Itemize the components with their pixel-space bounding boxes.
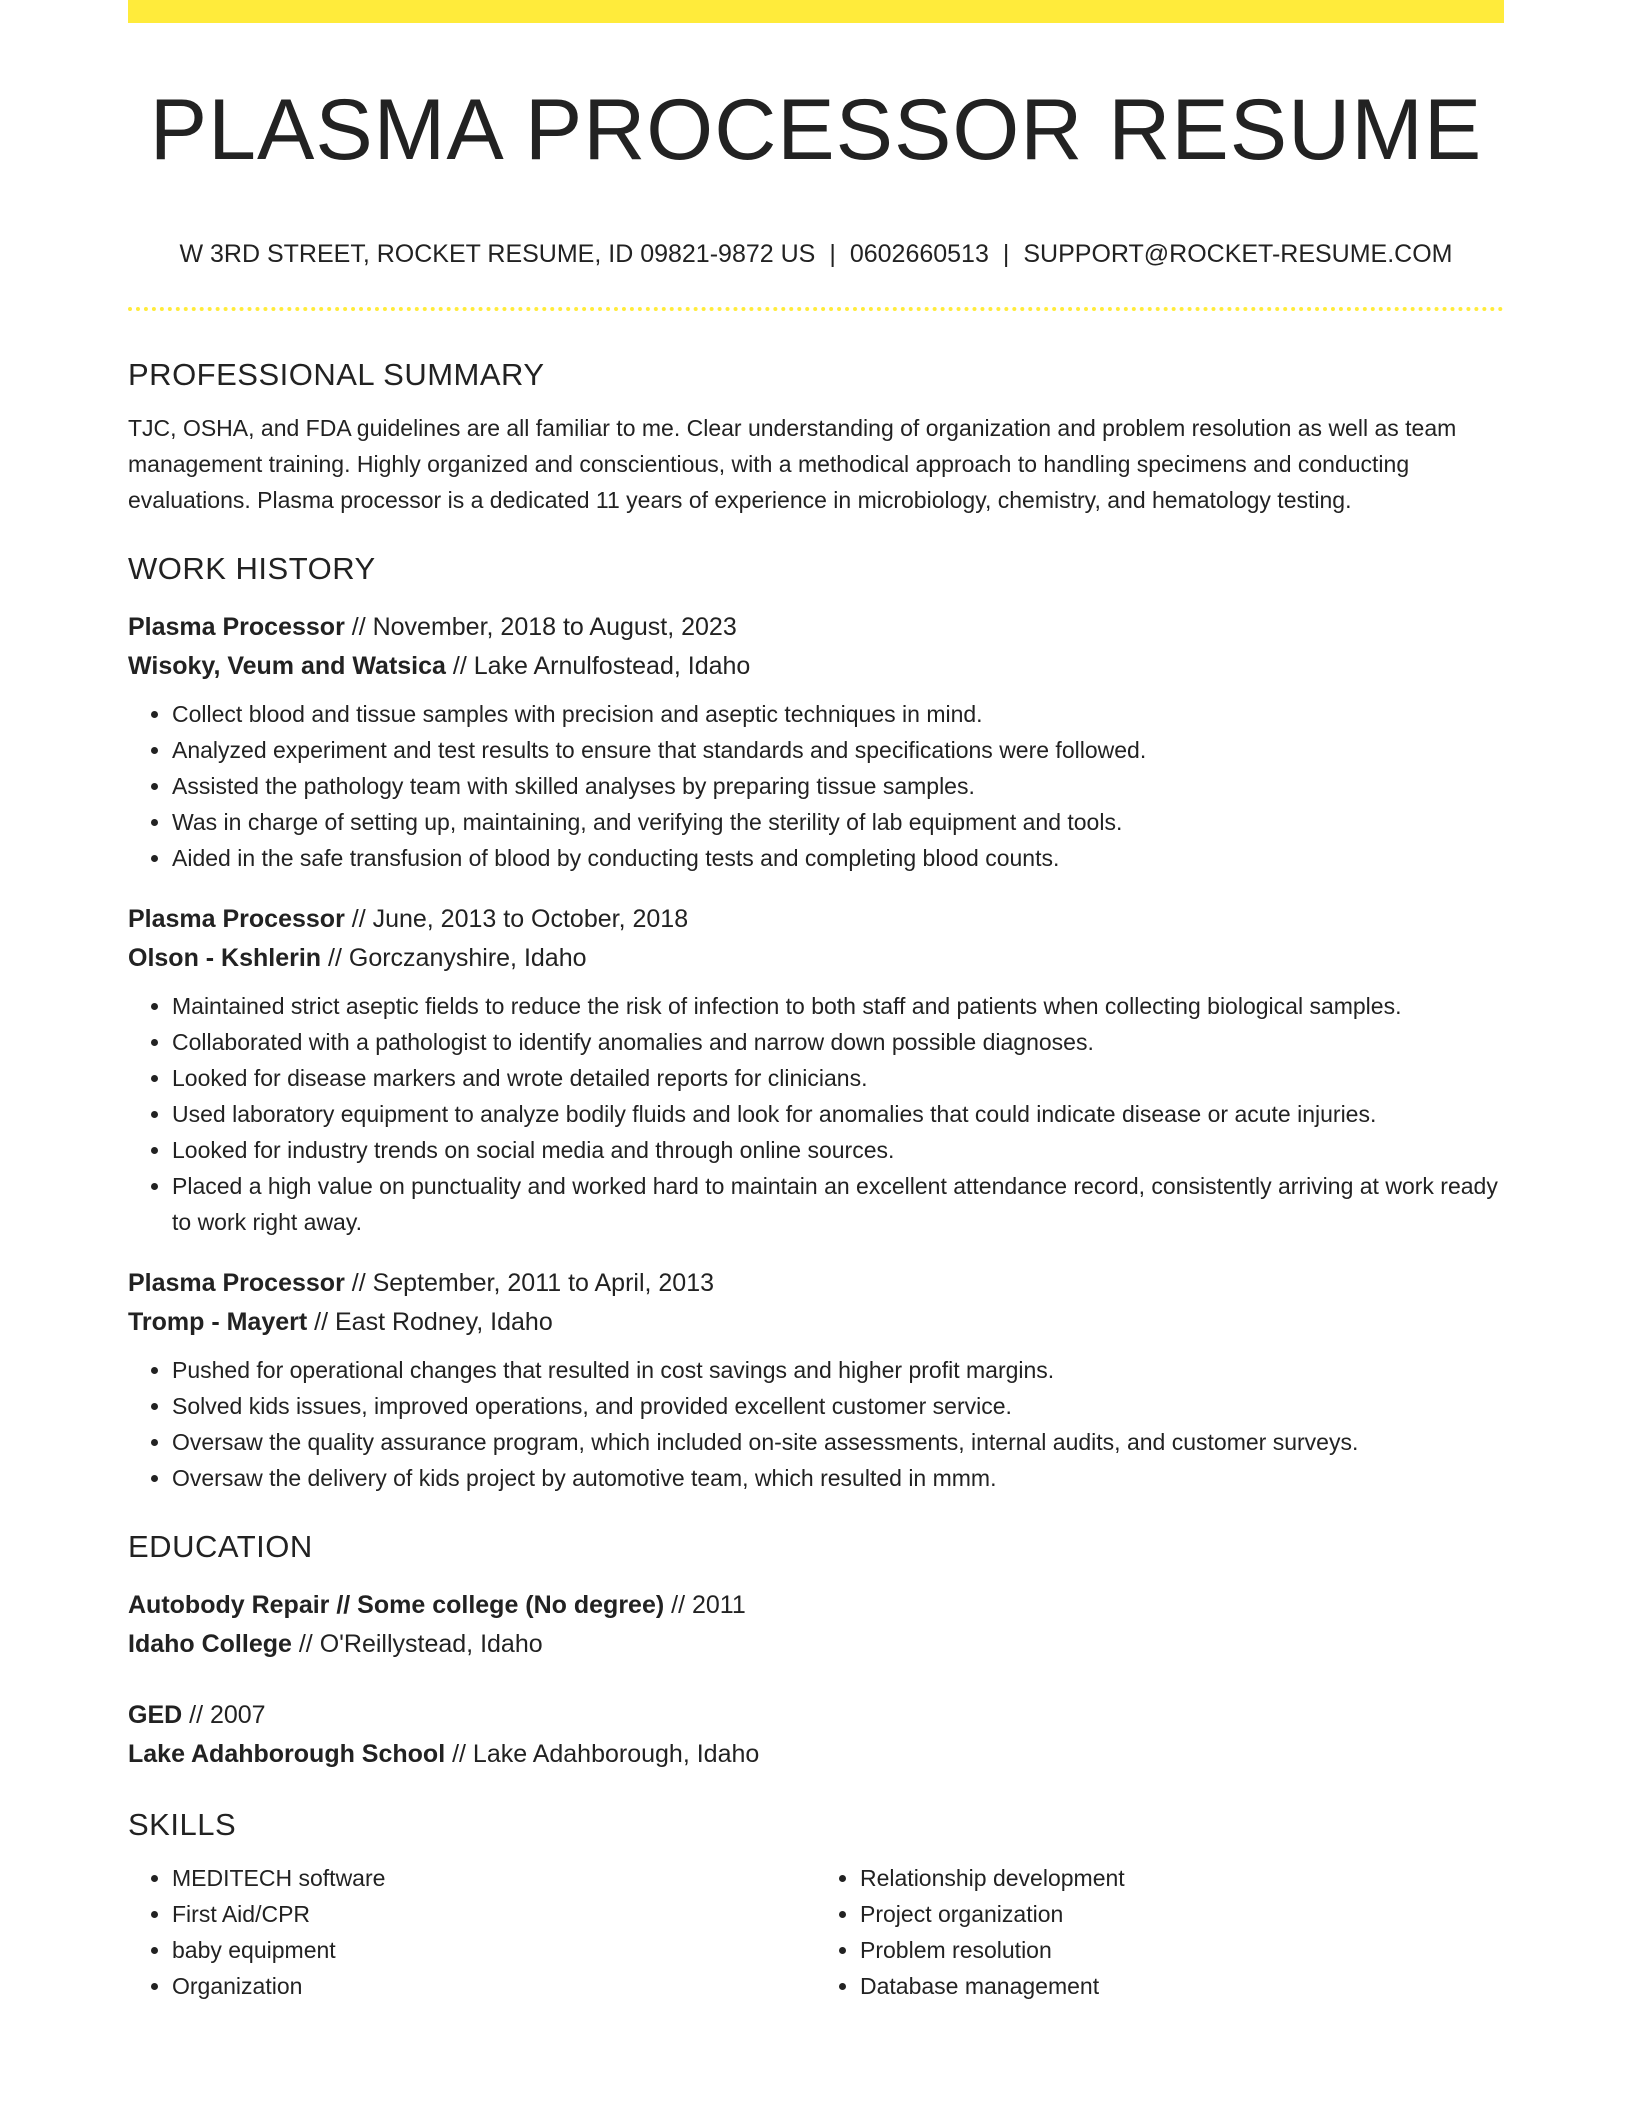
- job-bullets: [128, 696, 1504, 876]
- job-bullet: • Assisted the pathology team with skilled analyses by preparing tissue samples.: [172, 768, 1504, 804]
- skill-item: • baby equipment: [172, 1932, 816, 1968]
- summary-heading: PROFESSIONAL SUMMARY: [128, 357, 545, 392]
- skill-item: • Database management: [860, 1968, 1504, 2004]
- job-title-line: [128, 608, 1504, 686]
- job-bullet: • Maintained strict aseptic fields to reduce the risk of infection to both staff and patients when collecting biological samples.: [172, 988, 1504, 1024]
- education-heading: EDUCATION: [128, 1529, 313, 1564]
- dotted-divider: [128, 307, 1504, 311]
- contact-email: SUPPORT@ROCKET-RESUME.COM: [1023, 240, 1453, 268]
- job-bullet: • Aided in the safe transfusion of blood by conducting tests and completing blood counts.: [172, 840, 1504, 876]
- job-company: Tromp - Mayert: [128, 1308, 308, 1336]
- skills-columns: [128, 1860, 1504, 2004]
- skills-left-list: [128, 1860, 816, 2004]
- skill-item: • MEDITECH software: [172, 1860, 816, 1896]
- education-location: // O'Reillystead, Idaho: [291, 1630, 543, 1658]
- skill-item: • Relationship development: [860, 1860, 1504, 1896]
- education-degree: Autobody Repair // Some college (No degree): [128, 1591, 665, 1619]
- job-title: Plasma Processor: [128, 613, 345, 641]
- education-school: Lake Adahborough School: [128, 1740, 446, 1768]
- job-bullets: [128, 1352, 1504, 1496]
- job-bullet: • Was in charge of setting up, maintaining, and verifying the sterility of lab equipment and tools.: [172, 804, 1504, 840]
- job-location: // East Rodney, Idaho: [307, 1308, 553, 1336]
- job-dates: // November, 2018 to August, 2023: [344, 613, 737, 641]
- education-degree: GED: [128, 1701, 183, 1729]
- job-company: Olson - Kshlerin: [128, 944, 322, 972]
- education-school: Idaho College: [128, 1630, 292, 1658]
- contact-separator: |: [1002, 240, 1010, 268]
- job-title-line: [128, 1264, 1504, 1342]
- contact-separator: |: [829, 240, 836, 268]
- skill-item: • Organization: [172, 1968, 816, 2004]
- education-section: [128, 1522, 1504, 1774]
- job-bullet: • Looked for disease markers and wrote detailed reports for clinicians.: [172, 1060, 1504, 1096]
- contact-line: [128, 236, 1504, 272]
- job-bullet: • Oversaw the quality assurance program, which included on-site assessments, internal audits, and customer surveys.: [172, 1424, 1504, 1460]
- job-bullet: • Analyzed experiment and test results to ensure that standards and specifications were followed.: [172, 732, 1504, 768]
- skill-item: • Project organization: [860, 1896, 1504, 1932]
- skill-item: • First Aid/CPR: [172, 1896, 816, 1932]
- job-location: // Gorczanyshire, Idaho: [321, 944, 587, 972]
- job-bullet: • Looked for industry trends on social media and through online sources.: [172, 1132, 1504, 1168]
- job-bullet: • Placed a high value on punctuality and worked hard to maintain an excellent attendance record, consistently arriving at work ready to work right away.: [172, 1168, 1504, 1240]
- job-bullet: • Solved kids issues, improved operations, and provided excellent customer service.: [172, 1388, 1504, 1424]
- skills-heading: SKILLS: [128, 1807, 237, 1842]
- education-entry: [128, 1586, 1504, 1664]
- job-entry: [128, 900, 1504, 1240]
- job-bullet: • Used laboratory equipment to analyze bodily fluids and look for anomalies that could indicate disease or acute injuries.: [172, 1096, 1504, 1132]
- job-bullet: • Oversaw the delivery of kids project by automotive team, which resulted in mmm.: [172, 1460, 1504, 1496]
- education-year: // 2011: [664, 1591, 746, 1619]
- job-title: Plasma Processor: [128, 905, 345, 933]
- education-entry: [128, 1696, 1504, 1774]
- job-company: Wisoky, Veum and Watsica: [128, 652, 446, 680]
- resume-content: [128, 350, 1504, 2004]
- skills-section: [128, 1800, 1504, 2004]
- skills-right-list: [816, 1860, 1504, 2004]
- job-title-line: [128, 900, 1504, 978]
- job-bullet: • Pushed for operational changes that resulted in cost savings and higher profit margins.: [172, 1352, 1504, 1388]
- job-location: // Lake Arnulfostead, Idaho: [445, 652, 751, 680]
- education-location: // Lake Adahborough, Idaho: [445, 1740, 760, 1768]
- summary-section: [128, 350, 1504, 518]
- job-entry: [128, 1264, 1504, 1496]
- job-bullet: • Collect blood and tissue samples with precision and aseptic techniques in mind.: [172, 696, 1504, 732]
- accent-top-bar: [128, 0, 1504, 23]
- job-bullets: [128, 988, 1504, 1240]
- skill-item: • Problem resolution: [860, 1932, 1504, 1968]
- resume-title: PLASMA PROCESSOR RESUME: [149, 82, 1483, 178]
- job-title: Plasma Processor: [128, 1269, 345, 1297]
- contact-address: W 3RD STREET, ROCKET RESUME, ID 09821-9872 US: [179, 240, 816, 268]
- job-dates: // September, 2011 to April, 2013: [344, 1269, 715, 1297]
- work-history-section: [128, 544, 1504, 1496]
- work-history-heading: WORK HISTORY: [128, 551, 376, 586]
- summary-text: TJC, OSHA, and FDA guidelines are all familiar to me. Clear understanding of organization and problem resolution as well as team management training. Highly organized and conscientious, with a methodical approach to handling specimens and conducting evaluations. Plasma processor is a dedicated 11 years of experience in microbiology, chemistry, and hematology testing.: [128, 415, 1457, 513]
- job-bullet: • Collaborated with a pathologist to identify anomalies and narrow down possible diagnoses.: [172, 1024, 1504, 1060]
- education-year: // 2007: [182, 1701, 266, 1729]
- contact-phone: 0602660513: [849, 240, 989, 268]
- job-entry: [128, 608, 1504, 876]
- job-dates: // June, 2013 to October, 2018: [344, 905, 689, 933]
